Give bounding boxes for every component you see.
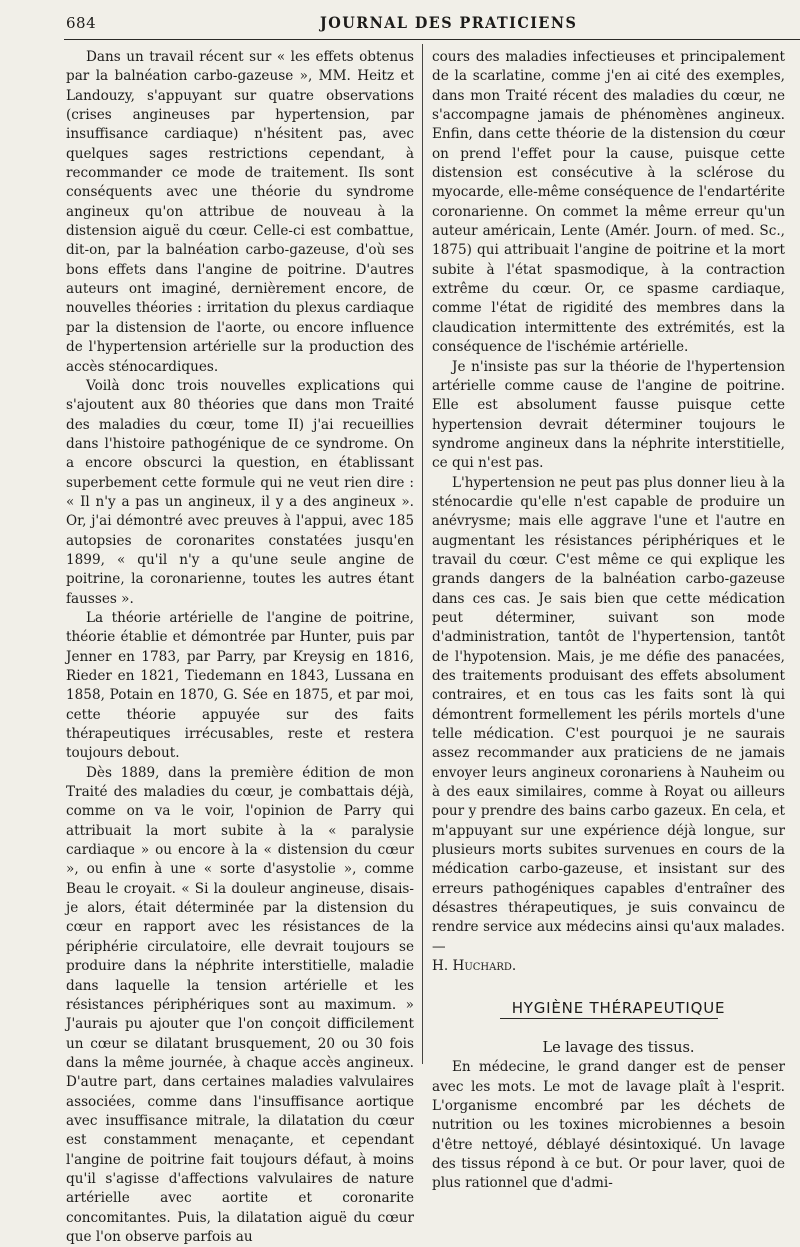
right-column [432,48,785,1194]
paragraph: cours des maladies infectieuses et principalement de la scarlatine, comme j'en ai cité des exemples, dans mon Traité récent des maladies du cœur, ne s'accompagne jamais de phénomènes angineux. Enfin, dans cette théorie de la distension du cœur on prend l'effet pour la cause, puisque cette distension est consécutive à la sclérose du myocarde, elle-même conséquence de l'endartérite coronarienne. On commet la même erreur qu'un auteur américain, Lente (Amér. Journ. of med. Sc., 1875) qui attribuait l'angine de poitrine et la mort subite à l'état spasmodique, à la contraction extrême du cœur. Or, ce spasme cardiaque, comme l'état de rigidité des membres dans la claudication intermittente des extrémités, est la conséquence de l'ischémie artérielle. [432,49,785,356]
section-rule [500,1018,718,1019]
author-signature: H. Huchard. [432,958,517,975]
paragraph: Dans un travail récent sur « les effets obtenus par la balnéation carbo-gazeuse », MM. Heitz et Landouzy, s'appuyant sur quatre observations (crises angineuses par hypertension, par insuffisance cardiaque) n'hésitent pas, avec quelques sages restrictions cependant, à recommander ce mode de traitement. Ils sont conséquents avec une théorie du syndrome angineux qu'on attribue de nouveau à la distension aiguë du cœur. Celle-ci est combattue, dit-on, par la balnéation carbo-gazeuse, d'où ses bons effets dans l'angine de poitrine. D'autres auteurs ont imaginé, dernièrement encore, de nouvelles théories : irritation du plexus cardiaque par la distension de l'aorte, ou encore influence de l'hypertension artérielle sur la production des accès sténocardiques. [66,49,414,375]
paragraph: Voilà donc trois nouvelles explications qui s'ajoutent aux 80 théories que dans mon Traité des maladies du cœur, tome II) j'ai recueillies dans l'histoire pathogénique de ce syndrome. On a encore obscurci la question, en établissant superbement cette formule qui ne veut rien dire : « Il n'y a pas un angineux, il y a des angineux ». Or, j'ai démontré avec preuves à l'appui, avec 185 autopsies de coronarites constatées jusqu'en 1899, « qu'il n'y a qu'une seule angine de poitrine, la coronarienne, toutes les autres étant fausses ». [66,377,414,607]
paragraph: Je n'insiste pas sur la théorie de l'hypertension artérielle comme cause de l'angine de poitrine. Elle est absolument fausse puisque cette hypertension devrait déterminer toujours le syndrome angineux dans la néphrite interstitielle, ce qui n'est pas. [432,358,785,472]
header-rule [64,39,800,40]
page-header [0,0,800,40]
signature-line [432,957,785,976]
paragraph: Dès 1889, dans la première édition de mon Traité des maladies du cœur, je combattais déjà, comme on va le voir, l'opinion de Parry qui attribuait la mort subite à la « paralysie cardiaque » ou encore à la « distension du cœur », ou enfin à une « sorte d'asystolie », comme Beau le croyait. « Si la douleur angineuse, disais-je alors, était déterminée par la distension du cœur en rapport avec les résistances de la périphérie circulatoire, elle devrait toujours se produire dans la néphrite interstitielle, maladie dans laquelle la tension artérielle et les résistances périphériques sont au maximum. » J'aurais pu ajouter que l'on conçoit difficilement un cœur se dilatant brusquement, 20 ou 30 fois dans la même journée, à chaque accès angineux. D'autre part, dans certaines maladies valvulaires associées, comme dans l'insuffisance aortique avec insuffisance mitrale, la dilatation du cœur est constamment menaçante, et cependant l'angine de poitrine fait toujours défaut, à moins qu'il s'agisse d'affections valvulaires de nature artérielle avec aortite et coronarite concomitantes. Puis, la dilatation aiguë du cœur que l'on observe parfois au [66,764,414,1245]
journal-title: JOURNAL DES PRATICIENS [320,13,578,32]
section-spacer [432,977,785,999]
left-column [66,48,414,1247]
paragraph: L'hypertension ne peut pas plus donner lieu à la sténocardie qu'elle n'est capable de produire un anévrysme; mais elle aggrave l'une et l'autre en augmentant les résistances périphériques et le travail du cœur. C'est même ce qui explique les grands dangers de la balnéation carbo-gazeuse dans ces cas. Je sais bien que cette médication peut déterminer, suivant son mode d'administration, tantôt de l'hypertension, tantôt de l'hypotension. Mais, je me défie des panacées, des traitements produisant des effets absolument contraires, et en tous cas les faits sont là qui démontrent formellement les périls mortels d'une telle médication. C'est pourquoi je ne saurais assez recommander aux praticiens de ne jamais envoyer leurs angineux coronariens à Nauheim ou à des eaux similaires, comme à Royat ou ailleurs pour y prendre des bains carbo gazeux. En cela, et m'appuyant sur une expérience déjà longue, sur plusieurs morts subites survenues en cours de la médication carbo-gazeuse, et insistant sur des erreurs pathogéniques capables d'entraîner des désastres thérapeutiques, je suis convaincu de rendre service aux médecins ainsi qu'aux malades. — [432,474,785,955]
column-divider [422,44,423,1064]
paragraph: La théorie artérielle de l'angine de poitrine, théorie établie et démontrée par Hunter, puis par Jenner en 1783, par Parry, par Kreysig en 1816, Rieder en 1821, Tiedemann en 1843, Lussana en 1858, Potain en 1870, G. Sée en 1875, et par moi, cette théorie appuyée sur des faits thérapeutiques irrécusables, reste et restera toujours debout. [66,609,414,762]
page-number: 684 [66,14,97,32]
paragraph: En médecine, le grand danger est de penser avec les mots. Le mot de lavage plaît à l'esprit. L'organisme encombré par les déchets de nutrition ou les toxines microbiennes a besoin d'être nettoyé, déblayé désintoxiqué. Un lavage des tissus répond à ce but. Or pour laver, quoi de plus rationnel que d'admi- [432,1059,785,1192]
article-title: Le lavage des tissus. [542,1039,695,1056]
section-title: HYGIÈNE THÉRAPEUTIQUE [511,998,726,1017]
